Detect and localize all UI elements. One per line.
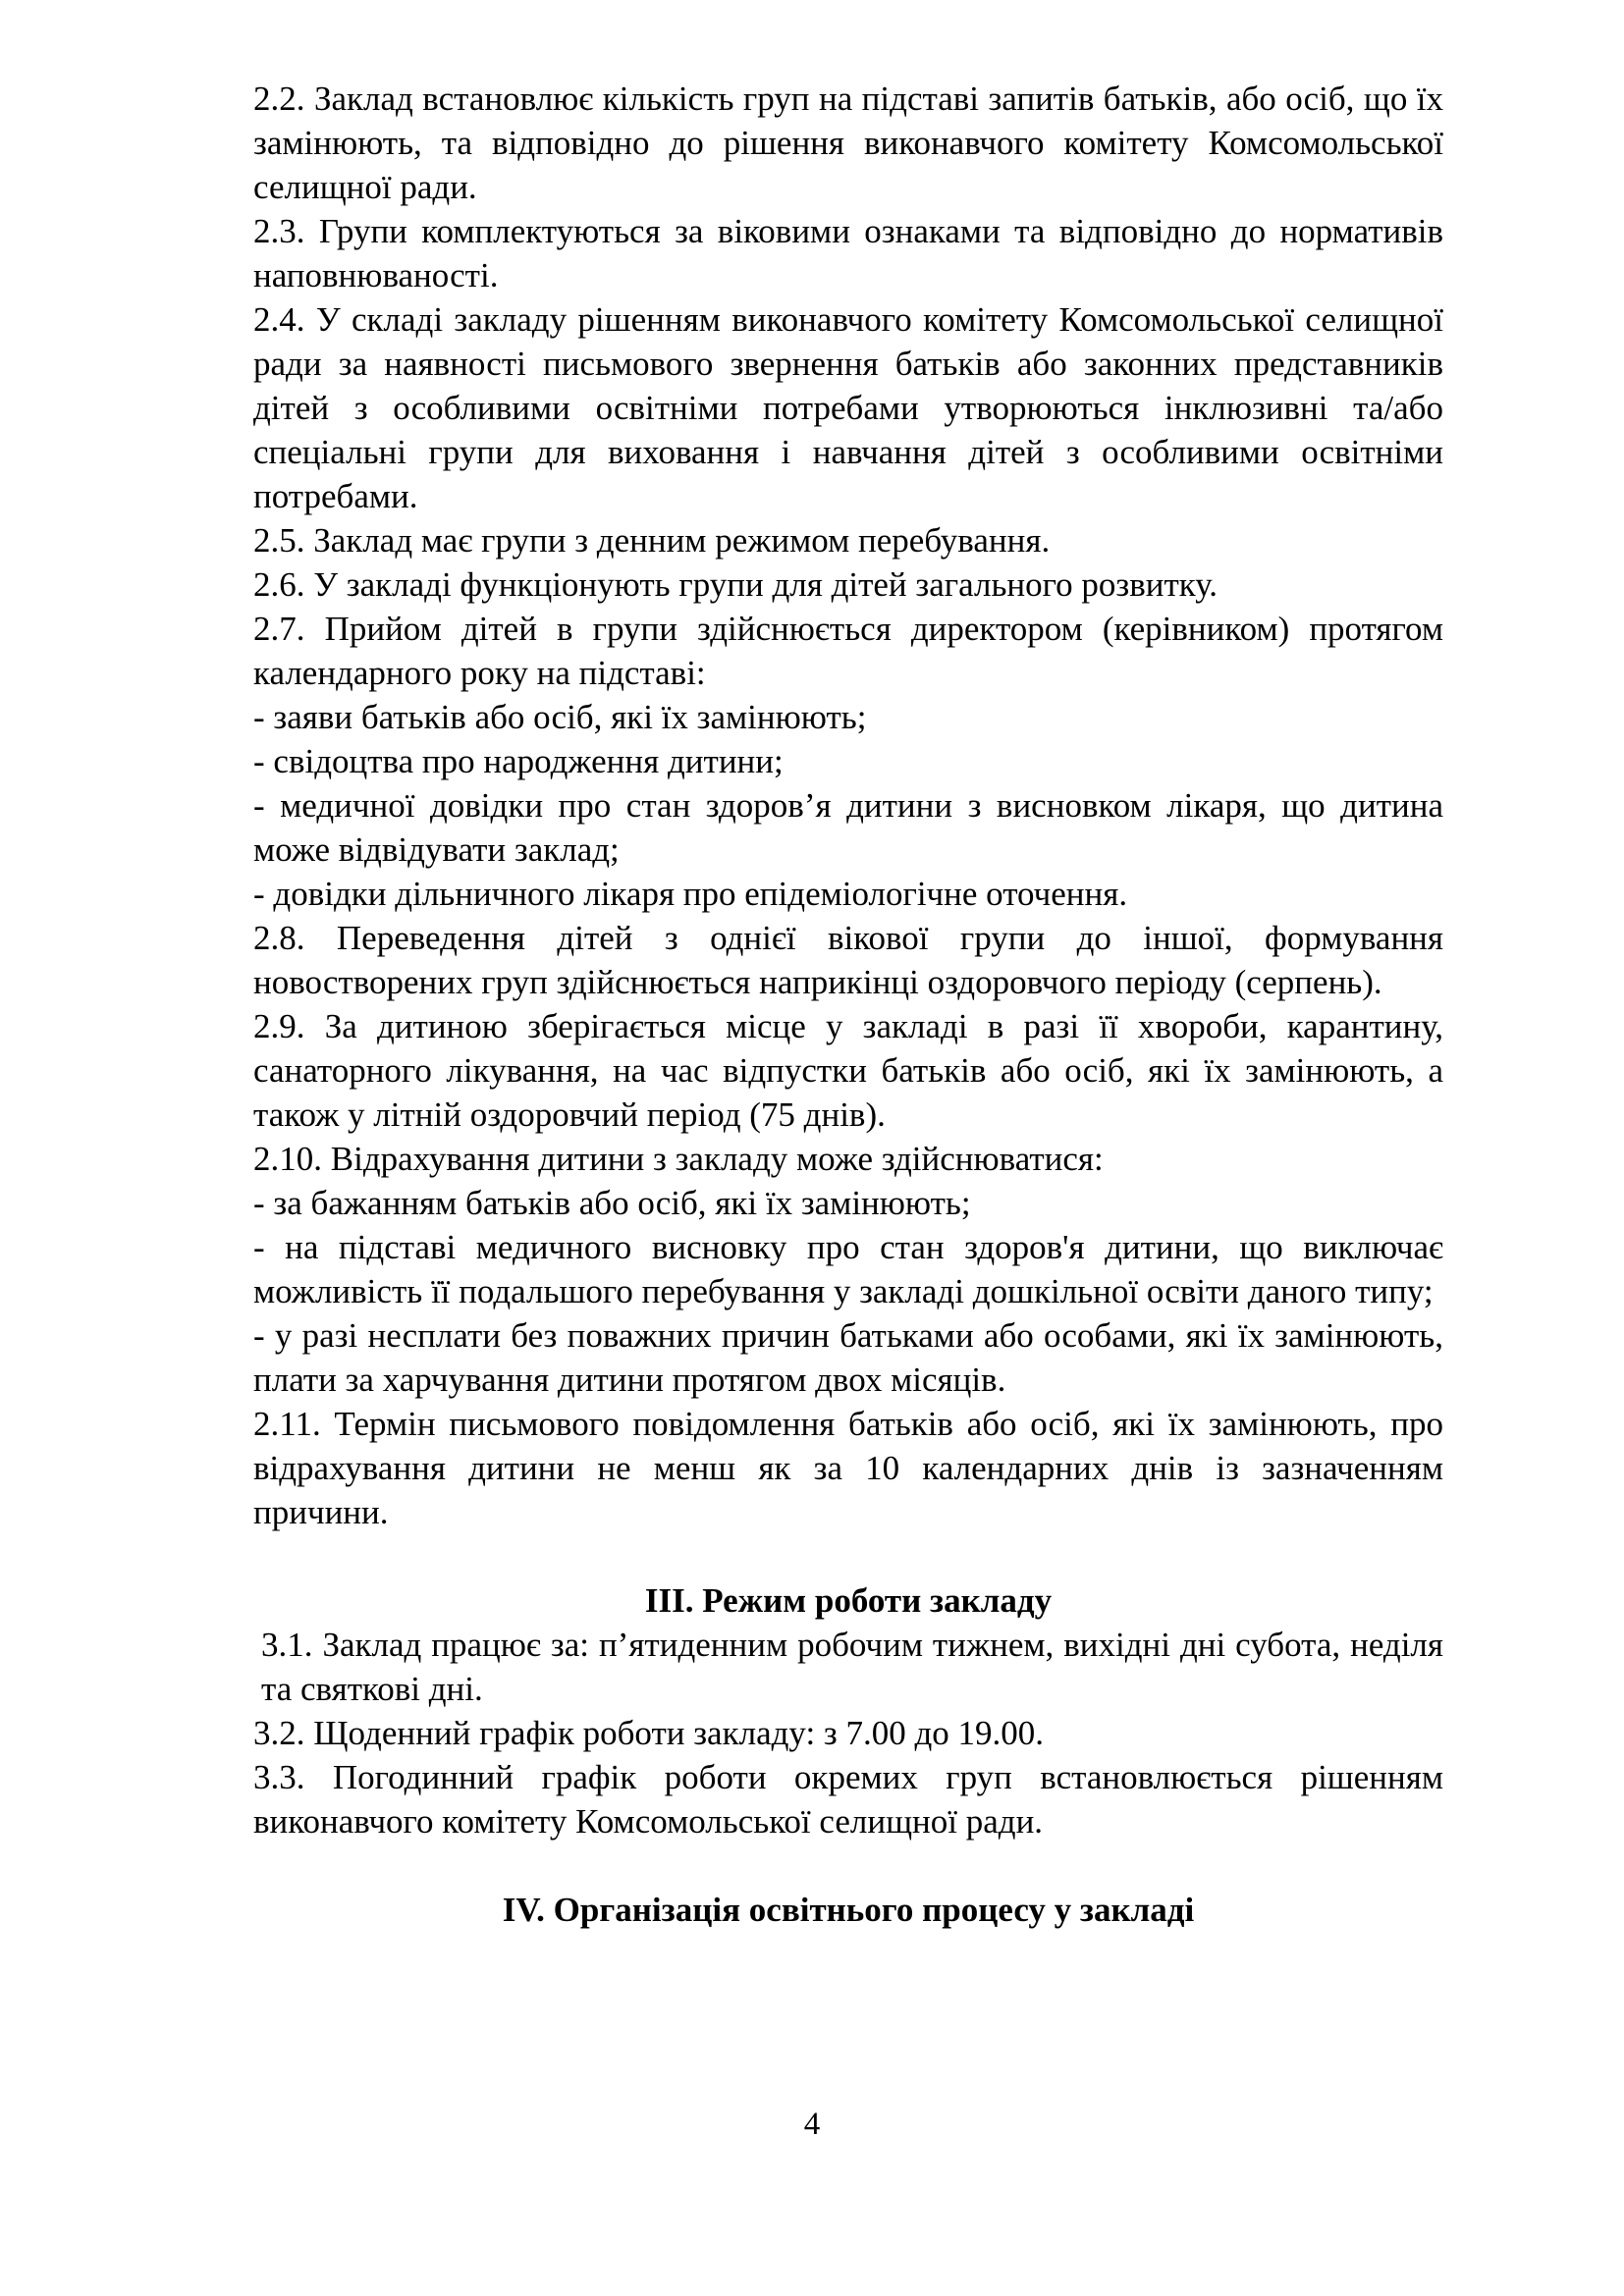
page-number: 4 (803, 2107, 821, 2142)
list-item-epidemiological-certificate: - довідки дільничного лікаря про епідеміологічне оточення. (253, 875, 1128, 913)
section-spacer (253, 1534, 1443, 1578)
list-item-application: - заяви батьків або осіб, які їх замінюють; (253, 698, 867, 736)
paragraph-2-7: 2.7. Прийом дітей в групи здійснюється директором (керівником) протягом календарного року на підставі: (253, 610, 1443, 692)
section-spacer (253, 1843, 1443, 1888)
paragraph-2-9: 2.9. За дитиною зберігається місце у закладі в разі її хвороби, карантину, санаторного лікування, на час відпустки батьків або осіб, які їх замінюють, а також у літній оздоровчий період (75 днів). (253, 1007, 1443, 1134)
list-item-non-payment: - у разі несплати без поважних причин батьками або особами, які їх замінюють, плати за харчування дитини протягом двох місяців. (253, 1316, 1443, 1399)
paragraph-2-3: 2.3. Групи комплектуються за віковими ознаками та відповідно до нормативів наповнюваності. (253, 212, 1443, 294)
list-item-birth-certificate: - свідоцтва про народження дитини; (253, 742, 784, 780)
paragraph-2-10: 2.10. Відрахування дитини з закладу може здійснюватися: (253, 1140, 1104, 1178)
paragraph-2-6: 2.6. У закладі функціонують групи для дітей загального розвитку. (253, 565, 1218, 604)
paragraph-2-4: 2.4. У складі закладу рішенням виконавчого комітету Комсомольської селищної ради за наявності письмового звернення батьків або законних представників дітей з особливими освітніми потребами утворюються інклюзивні та/або спеціальні групи для виховання і навчання дітей з особливими освітніми потребами. (253, 300, 1443, 515)
section-4-heading: IV. Організація освітнього процесу у закладі (502, 1891, 1195, 1929)
list-item-medical-conclusion: - на підставі медичного висновку про стан здоров'я дитини, що виключає можливість її подальшого перебування у закладі дошкільної освіти даного типу; (253, 1228, 1443, 1310)
paragraph-2-11: 2.11. Термін письмового повідомлення батьків або осіб, які їх замінюють, про відрахування дитини не менш як за 10 календарних днів із зазначенням причини. (253, 1405, 1443, 1531)
page-body (253, 77, 1443, 1932)
section-3-heading: ІІІ. Режим роботи закладу (644, 1581, 1053, 1620)
paragraph-3-2: 3.2. Щоденний графік роботи закладу: з 7.00 до 19.00. (253, 1714, 1045, 1752)
paragraph-2-2: 2.2. Заклад встановлює кількість груп на підставі запитів батьків, або осіб, що їх замінюють, та відповідно до рішення виконавчого комітету Комсомольської селищної ради. (253, 80, 1443, 206)
list-item-parents-request: - за бажанням батьків або осіб, які їх замінюють; (253, 1184, 971, 1222)
paragraph-2-8: 2.8. Переведення дітей з однієї вікової групи до іншої, формування новостворених груп здійснюється наприкінці оздоровчого періоду (серпень). (253, 919, 1443, 1001)
paragraph-3-3: 3.3. Погодинний графік роботи окремих груп встановлюється рішенням виконавчого комітету Комсомольської селищної ради. (253, 1758, 1443, 1841)
paragraph-2-5: 2.5. Заклад має групи з денним режимом перебування. (253, 521, 1051, 560)
list-item-medical-certificate: - медичної довідки про стан здоров’я дитини з висновком лікаря, що дитина може відвідувати заклад; (253, 786, 1443, 869)
paragraph-3-1: 3.1. Заклад працює за: п’ятиденним робочим тижнем, вихідні дні субота, неділя та святкові дні. (261, 1626, 1443, 1708)
